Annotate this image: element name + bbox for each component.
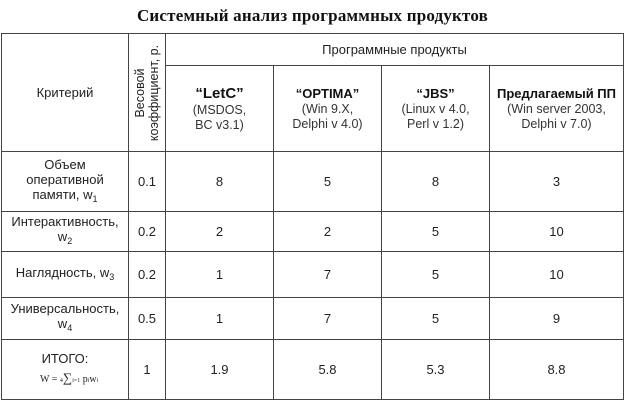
weight-cell: 0.5 [129,298,166,340]
weight-header-line2: коэффициент, p. [147,44,161,141]
criterion-line: Наглядность, w [15,264,110,280]
value-cell: 7 [274,252,382,298]
product-header-letc [166,66,274,152]
analysis-table [1,33,624,400]
product-desc-line1: (Win server 2003, [507,101,606,116]
weight-header [129,34,166,152]
criterion-line: памяти, w [32,186,93,202]
formula-sigma: ∑ [62,369,73,385]
value-cell: 5 [382,212,490,252]
table-row [2,298,624,340]
table-row [2,212,624,252]
product-desc-line2: BC v3.1) [195,117,244,132]
value-cell: 10 [490,252,624,298]
formula-term2-sub: i [96,377,99,384]
formula-lhs: W [40,373,50,385]
header-row [2,34,624,66]
formula-term2: w [89,373,97,385]
formula-term-sub: i [87,377,90,384]
weight-cell: 0.1 [129,152,166,212]
value-cell: 8 [166,152,274,212]
product-name: “LetC” [195,84,244,102]
table-row [2,152,624,212]
criterion-subscript: 1 [92,193,98,204]
product-desc-line1: (Linux v 4.0, [401,101,470,116]
total-value-cell: 8.8 [490,340,624,400]
value-cell: 5 [382,252,490,298]
criterion-cell [2,212,129,252]
product-desc-line1: (Win 9.X, [301,101,354,116]
product-name: “OPTIMA” [295,85,360,101]
value-cell: 2 [274,212,382,252]
product-header-optima [274,66,382,152]
value-cell: 2 [166,212,274,252]
products-group-header: Программные продукты [166,34,624,66]
value-cell: 5 [382,298,490,340]
criterion-subscript: 4 [67,323,73,333]
criterion-line: w [57,229,68,244]
criterion-subscript: 3 [109,271,115,282]
total-formula [2,370,128,389]
criterion-line: оперативной [26,171,104,187]
value-cell: 8 [382,152,490,212]
formula-op: = [51,373,58,385]
table-row [2,252,624,298]
product-name: Предлагаемый ПП [497,85,616,101]
formula-lower: i=1 [72,377,81,384]
total-value-cell: 5.3 [382,340,490,400]
weight-cell: 1 [129,340,166,400]
formula-upper: 4 [59,377,63,384]
criterion-cell [2,298,129,340]
criterion-line: Интерактивность, [11,214,119,229]
weight-header-line1: Весовой [133,67,147,118]
product-header-jbs [382,66,490,152]
criterion-subscript: 2 [67,236,73,246]
value-cell: 10 [490,212,624,252]
product-header-proposed [490,66,624,152]
weight-cell: 0.2 [129,252,166,298]
value-cell: 5 [274,152,382,212]
criterion-line: Объем [44,156,86,172]
criterion-line: w [57,316,68,331]
weight-cell: 0.2 [129,212,166,252]
criterion-header: Критерий [2,34,129,152]
criterion-cell [2,152,129,212]
page-title: Системный анализ программных продуктов [136,6,489,25]
product-desc-line2: Perl v 1.2) [407,116,464,131]
total-value-cell: 1.9 [166,340,274,400]
total-value-cell: 5.8 [274,340,382,400]
product-desc-line2: Delphi v 4.0) [292,116,363,131]
criterion-cell [2,252,129,298]
criterion-line: Универсальность, [10,301,120,316]
total-label-cell [2,340,129,400]
value-cell: 3 [490,152,624,212]
product-desc-line1: (MSDOS, [192,102,247,117]
product-desc-line2: Delphi v 7.0) [521,116,592,131]
value-cell: 1 [166,252,274,298]
value-cell: 9 [490,298,624,340]
formula-term: p [82,373,88,385]
total-label: ИТОГО: [41,350,89,366]
total-row [2,340,624,400]
value-cell: 1 [166,298,274,340]
value-cell: 7 [274,298,382,340]
product-name: “JBS” [416,85,455,101]
